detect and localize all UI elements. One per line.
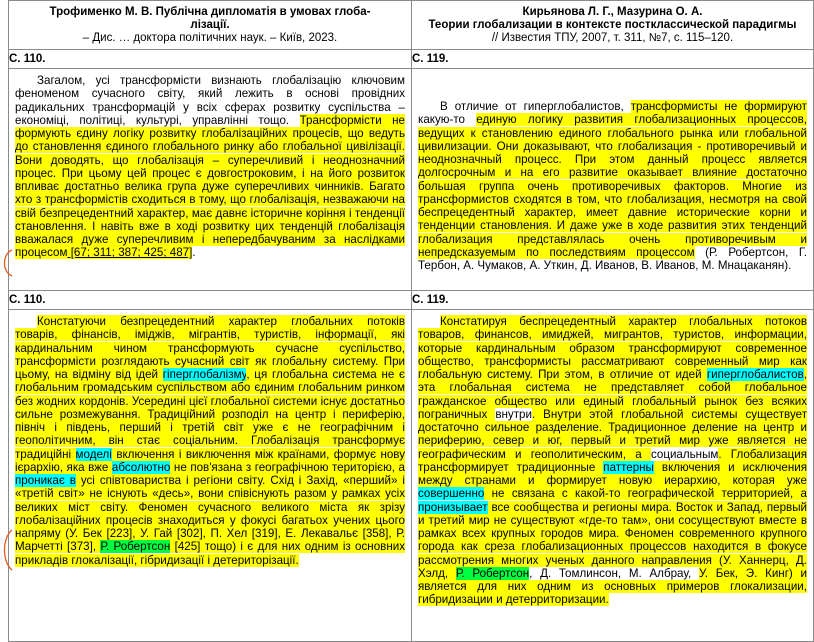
green-name: Р. Робертсон [455,566,530,580]
text-run: социальным [650,447,719,461]
green-name: Р. Робертсон [100,540,171,554]
highlighted-text: [425] тощо) і є для них одним із основних прикладів глокалізації, гібридизації і детериторізації. [15,540,405,567]
highlighted-text: Констатуючи безпрецедентний характер глобальних потоків товарів, фінансів, іміджів, мігрантів, туристів, інформації, які кардинальним чином трансформують сучасне суспільство, трансформісти розглядають сучасний світ як глобальну систему. При цьому, на відміну від ідей [15,315,405,381]
text-row-2 [9,310,814,642]
left-page-ref-2: С. 110. [9,291,412,310]
right-header-cell [412,1,814,50]
highlighted-text: не пов'язана з географічною територією, а [170,460,405,474]
cyan-term: проникає в [15,474,76,487]
right-paragraph-2 [412,310,813,610]
highlighted-text: Констатируя беспрецедентный характер глобальных потоков товаров, финансов, имиджей, мигрантов, туристов, информации, которые кардинальным образом трансформируют современное общество, трансформисты рассматривают современный мир как глобальную систему. При этом, в отличие от идей [418,315,807,381]
text-run: (Р. Робертсон, Г. Тербон, А. Чумаков, А. Уткин, Д. Иванов, В. Иванов, М. Мнацаканян). [418,245,808,272]
highlighted-text: не связана с какой-то географической территорией, а [484,487,807,501]
left-paragraph-1 [9,69,411,263]
left-title-line2: лізації. [190,19,230,31]
cyan-term: совершенно [418,487,485,501]
left-header-cell [9,1,412,50]
left-paragraph-2 [9,310,411,570]
right-title-line1: Кирьянова Л. Г., Мазурина О. А. [522,6,703,18]
margin-bracket-mark-2 [0,528,16,572]
comparison-table [8,0,814,642]
highlighted-text: включения и исключения между странами и формирует новую иерархию, которая уже [418,460,807,487]
cyan-term: гиперглобалистов [706,368,804,381]
text-row-1 [9,69,814,291]
page-row-2 [9,291,814,310]
right-title-line2: Теории глобализации в контексте постклассической парадигмы [428,19,797,31]
highlighted-text: , Э. Кинг) и является для них одним из основных примеров глокализации, гибридизации и детерриторизации. [418,566,807,607]
right-page-ref-1: С. 119. [412,50,814,69]
text-run: Загалом, усі трансформісти визнають глобалізацію ключовим феноменом сучасного світу, який лежить в основі провідних радикальних трансформацій у всіх сферах розвитку суспільства – економіці, політиці, культурі, управлінні тощо. [15,74,405,127]
left-text-cell-1 [9,69,412,291]
citation-refs: [67; 311; 387; 425; 487] [67,246,193,260]
margin-bracket-mark-1 [0,248,16,278]
right-page-ref-2: С. 119. [412,291,814,310]
highlighted-text: , эта глобальная система не представляет собой глобальное гражданское общество или единый глобальный рынок без всяких пограничных [418,368,807,421]
cyan-term: моделі [75,447,112,461]
highlighted-text: усі співтовариства і регіони світу. Схід і Захід, «перший» і «третій світ» не існують «десь», вони співіснують разом у рамках усіх великих міст світу. Феномен сучасного великого міста як зрізу глобалізаційних процесів знаходиться у фокусі багатьох учених цього напряму (У. Бек [223], У. Гай [302], П. Хел [319], Е. Лекавальє [358], Р. Марчетті [373], [15,474,405,554]
text-run: , Д. Томлинсон, М. Албрау, [529,566,699,580]
highlighted-text: , ця глобальна система не є глобальним громадським суспільством або єдиним глобальним ринком без жодних кордонів. Усередині цієї глобальної системи існує достатньо сильне розмежування. Традиційний розподіл на центр і периферію, північ і південь, перший і третій світ уже є не географічним і геополітичним, він стає соціальним. Глобалізація трансформує традиційні [15,368,405,461]
highlighted-text: все сообщества и регионы мира. Восток и Запад, первый и третий мир не существуют «где-то там», они сосуществуют вместе в рамках всех крупных городов мира. Феномен современного крупного города как среза глобализационных процессов находится в фокусе рассмотрения многих ученых данного направления (У. Ханнерц, Д. Хэлд, [418,500,807,580]
header-row [9,1,814,50]
page-row-1 [9,50,814,69]
highlighted-text: включення і виключення між країнами, формує нову ієрархію, яка вже [15,447,405,474]
right-source: // Известия ТПУ, 2007, т. 311, №7, с. 115–120. [491,32,734,44]
highlighted-text: . Глобализация трансформирует традиционные [418,447,808,474]
text-run: внутри [495,407,532,421]
highlighted-text: трансформисты не формируют [630,100,807,113]
text-run: . [192,246,196,260]
text-run: В отличие от гиперглобалистов, [440,100,631,113]
highlighted-text: Трансформісти не формують єдину логіку розвитку глобалізаційних процесів, що ведуть до становлення єдиного глобального ринку або глобальної цивілізації. Вони доводять, що глобалізація – суперечливий і неоднозначний процес. При цьому цей процес є довгостроковим, і на його розвиток впливає достатньо велика група дуже суперечливих чинників. Багато хто з трансформістів сходиться в тому, що глобалізація, незважаючи на свій безпрецедентний характер, має давнє історичне коріння і тенденції становлення. І навіть вже в ході розвитку цих тенденцій глобалізація вважалася дуже суперечливим і непередбачуваним за наслідками процесом [15,113,406,260]
highlighted-text: единую логику развития глобализационных процессов, ведущих к становлению единого глобального рынка или глобальной цивилизации. Они доказывают, что глобализация - противоречивый и неоднозначный процесс. При этом данный процесс является долгосрочным и на его развитие оказывает влияние достаточно большая группа очень противоречивых факторов. Многие из трансформистов сходятся в том, что глобализация, несмотря на свой беспрецедентный характер, имеет давние исторические корни и тенденции становления. И даже уже в ходе развития этих тенденций глобализация представлялась очень противоречивым и непредсказуемым по последствиям процессом [418,113,808,259]
left-page-ref-1: С. 110. [9,50,412,69]
left-source: – Дис. … доктора політичних наук. – Київ, 2023. [82,32,338,44]
highlighted-text: У. Бек [698,566,735,580]
cyan-term: пронизывает [418,500,488,514]
right-text-cell-2 [412,310,814,642]
highlighted-text: . Внутри этой глобальной системы существует достаточно сильное разделение. Традиционное деление на центр и периферию, север и юг, первый и третий мир уже является не географическим и геополитическим, а [418,407,808,461]
right-text-cell-1 [412,69,814,291]
left-text-cell-2 [9,310,412,642]
cyan-term: паттерны [603,460,654,474]
right-paragraph-1 [412,69,813,275]
left-title-line1: Трофименко М. В. Публічна дипломатія в умовах глоба- [49,6,371,18]
cyan-term: абсолютно [111,460,171,474]
text-run: какую-то [418,113,477,127]
cyan-term: гіперглобалізму [162,368,247,381]
